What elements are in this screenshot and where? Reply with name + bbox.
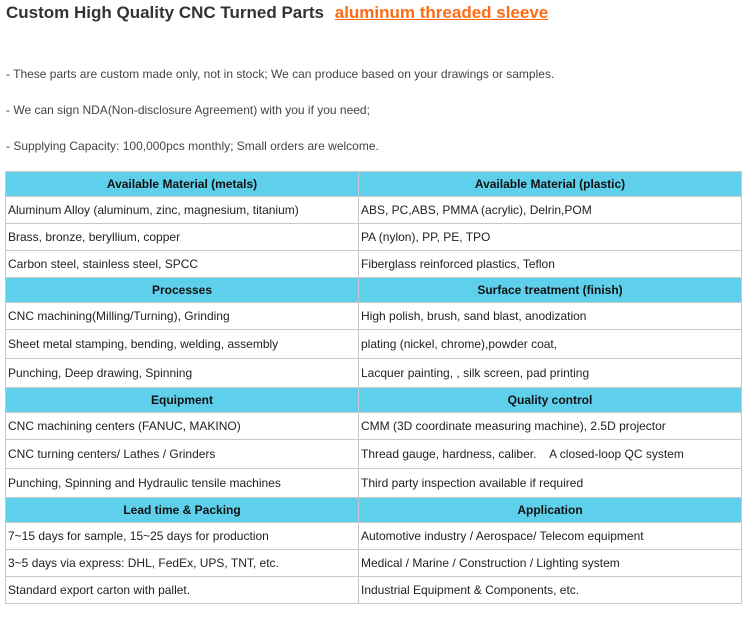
table-row xyxy=(6,359,742,388)
table-cell: plating (nickel, chrome),powder coat, xyxy=(359,330,742,359)
table-header-row xyxy=(6,278,742,303)
product-link[interactable]: aluminum threaded sleeve xyxy=(334,3,549,22)
header-cell: Equipment xyxy=(6,388,359,413)
title-text: Custom High Quality CNC Turned Parts xyxy=(6,3,324,22)
table-cell: Medical / Marine / Construction / Lighting system xyxy=(359,550,742,577)
table-row xyxy=(6,197,742,224)
header-cell: Quality control xyxy=(359,388,742,413)
header-cell: Surface treatment (finish) xyxy=(359,278,742,303)
table-header-row xyxy=(6,388,742,413)
table-cell: Sheet metal stamping, bending, welding, assembly xyxy=(6,330,359,359)
table-cell: Lacquer painting, , silk screen, pad printing xyxy=(359,359,742,388)
table-row xyxy=(6,577,742,604)
table-header-row xyxy=(6,498,742,523)
table-row xyxy=(6,330,742,359)
table-cell: CMM (3D coordinate measuring machine), 2.5D projector xyxy=(359,413,742,440)
table-header-row xyxy=(6,172,742,197)
note-capacity: - Supplying Capacity: 100,000pcs monthly; Small orders are welcome. xyxy=(6,139,379,153)
header-cell: Available Material (metals) xyxy=(6,172,359,197)
table-cell: Brass, bronze, beryllium, copper xyxy=(6,224,359,251)
table-cell: Aluminum Alloy (aluminum, zinc, magnesium, titanium) xyxy=(6,197,359,224)
table-row xyxy=(6,303,742,330)
table-row xyxy=(6,469,742,498)
table-cell: CNC machining centers (FANUC, MAKINO) xyxy=(6,413,359,440)
table-row xyxy=(6,413,742,440)
table-row xyxy=(6,251,742,278)
page-title xyxy=(6,3,548,23)
table-cell: Industrial Equipment & Components, etc. xyxy=(359,577,742,604)
table-cell: Third party inspection available if required xyxy=(359,469,742,498)
table-row xyxy=(6,224,742,251)
table-cell: ABS, PC,ABS, PMMA (acrylic), Delrin,POM xyxy=(359,197,742,224)
header-cell: Lead time & Packing xyxy=(6,498,359,523)
note-custom-parts: - These parts are custom made only, not in stock; We can produce based on your drawings or samples. xyxy=(6,67,555,81)
table-row xyxy=(6,440,742,469)
table-cell: Punching, Deep drawing, Spinning xyxy=(6,359,359,388)
table-row xyxy=(6,550,742,577)
table-cell: PA (nylon), PP, PE, TPO xyxy=(359,224,742,251)
table-cell: Thread gauge, hardness, caliber. A closed-loop QC system xyxy=(359,440,742,469)
table-cell: High polish, brush, sand blast, anodization xyxy=(359,303,742,330)
table-cell: Standard export carton with pallet. xyxy=(6,577,359,604)
table-cell: 7~15 days for sample, 15~25 days for production xyxy=(6,523,359,550)
note-nda: - We can sign NDA(Non-disclosure Agreement) with you if you need; xyxy=(6,103,370,117)
header-cell: Available Material (plastic) xyxy=(359,172,742,197)
header-cell: Processes xyxy=(6,278,359,303)
table-cell: Punching, Spinning and Hydraulic tensile machines xyxy=(6,469,359,498)
table-row xyxy=(6,523,742,550)
table-cell: Fiberglass reinforced plastics, Teflon xyxy=(359,251,742,278)
table-cell: Automotive industry / Aerospace/ Telecom equipment xyxy=(359,523,742,550)
header-cell: Application xyxy=(359,498,742,523)
table-cell: CNC machining(Milling/Turning), Grinding xyxy=(6,303,359,330)
table-cell: 3~5 days via express: DHL, FedEx, UPS, TNT, etc. xyxy=(6,550,359,577)
table-cell: Carbon steel, stainless steel, SPCC xyxy=(6,251,359,278)
specs-table xyxy=(5,171,742,604)
table-cell: CNC turning centers/ Lathes / Grinders xyxy=(6,440,359,469)
